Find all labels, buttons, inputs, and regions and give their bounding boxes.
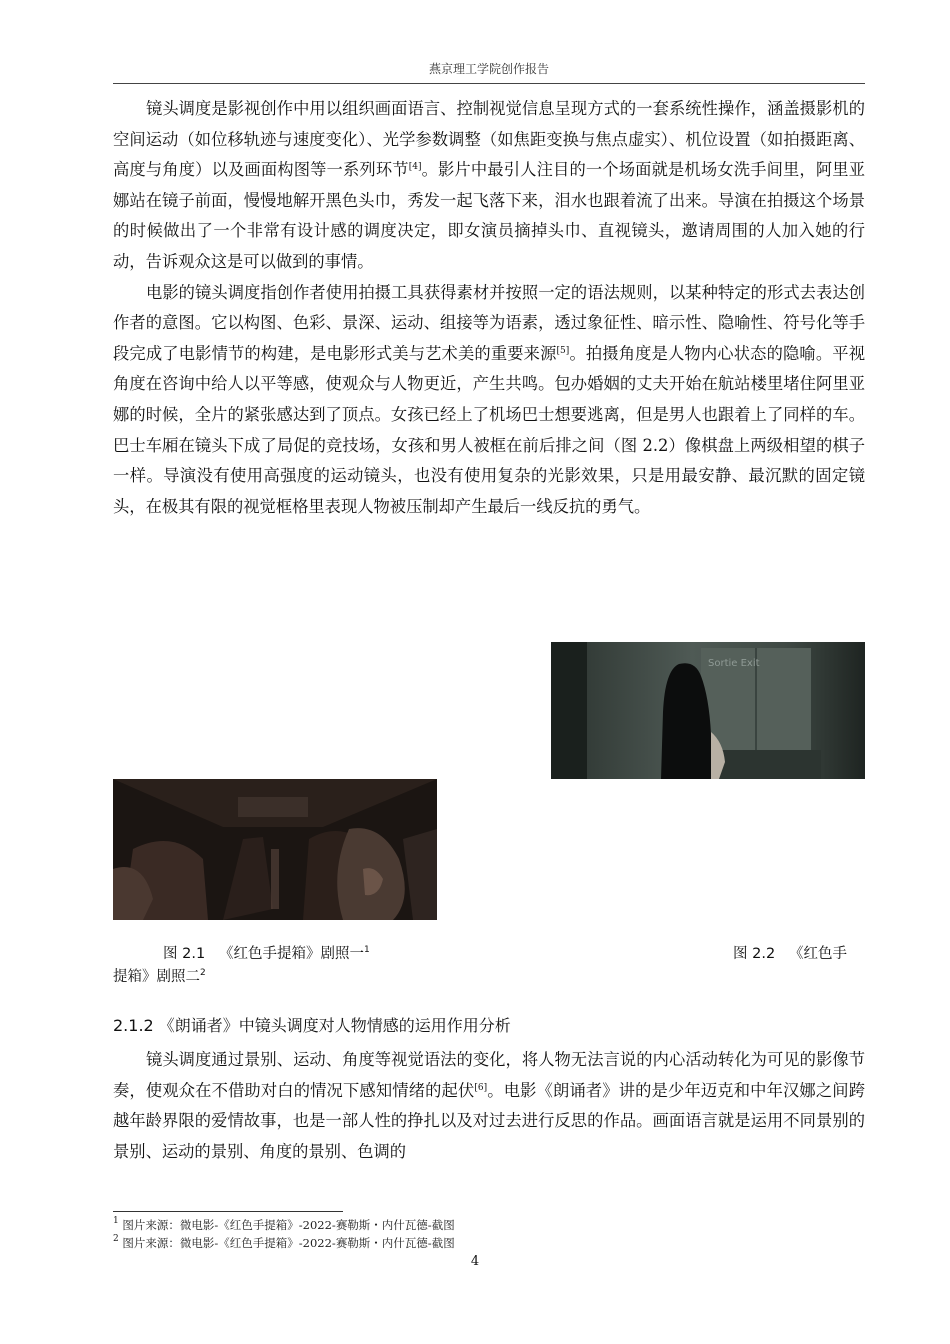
citation-5: [5]	[556, 345, 570, 356]
footnote-2: $^2$ 图片来源：微电影-《红色手提箱》-2022-赛勒斯・内什瓦德-截图	[113, 1234, 455, 1250]
header-rule	[113, 83, 865, 84]
paragraph-2: 电影的镜头调度指创作者使用拍摄工具获得素材并按照一定的语法规则，以某种特定的形式去表达创作者的意图。它以构图、色彩、景深、运动、组接等为语素，透过象征性、暗示性、隐喻性、符号化等手段完成了电影情节的构建，是电影形式美与艺术美的重要来源[5]。拍摄角度是人物内心状态的隐喻。平视角度在咨询中给人以平等感，使观众与人物更近，产生共鸣。包办婚姻的丈夫开始在航站楼里堵住阿里亚娜的时候，全片的紧张感达到了顶点。女孩已经上了机场巴士想要逃离，但是男人也跟着上了同样的车。巴士车厢在镜头下成了局促的竞技场，女孩和男人被框在前后排之间（图 2.2）像棋盘上两级相望的棋子一样。导演没有使用高强度的运动镜头，也没有使用复杂的光影效果，只是用最安静、最沉默的固定镜头，在极其有限的视觉框格里表现人物被压制却产生最后一线反抗的勇气。	[113, 282, 865, 516]
citation-4: [4]	[408, 162, 422, 173]
figure-2-2-label: 图 2.2	[733, 946, 776, 962]
figure-2-1-photo	[113, 779, 437, 920]
footnote-1: $^1$ 图片来源：微电影-《红色手提箱》-2022-赛勒斯・内什瓦德-截图	[113, 1216, 455, 1232]
body-section-top	[113, 94, 865, 522]
citation-6: [6]	[474, 1082, 488, 1093]
footnote-rule	[113, 1211, 343, 1212]
svg-text:Sortie Exit: Sortie Exit	[708, 658, 760, 669]
figure-2-2-caption	[733, 942, 847, 963]
footnote-mark-2: 2	[200, 968, 206, 978]
figure-2-1-label: 图 2.1	[163, 946, 206, 962]
figure-2-2-title-line2: 提箱》剧照二	[113, 969, 200, 985]
bus-interior-image	[113, 779, 437, 920]
figure-2-2-title-line1: 《红色手	[789, 946, 847, 962]
section-heading: 2.1.2 《朗诵者》中镜头调度对人物情感的运用作用分析	[113, 1016, 511, 1035]
page-header: 燕京理工学院创作报告	[428, 62, 549, 76]
body-section-bottom	[113, 1045, 865, 1167]
figure-2-2-photo	[551, 642, 865, 779]
figure-2-1-caption	[163, 942, 370, 963]
paragraph-1: 镜头调度是影视创作中用以组织画面语言、控制视觉信息呈现方式的一套系统性操作，涵盖摄影机的空间运动（如位移轨迹与速度变化）、光学参数调整（如焦距变换与焦点虚实）、机位设置（如拍摄距离、高度与角度）以及画面构图等一系列环节[4]。影片中最引人注目的一个场面就是机场女洗手间里，阿里亚娜站在镜子前面，慢慢地解开黑色头巾，秀发一起飞落下来，泪水也跟着流了出来。导演在拍摄这个场景的时候做出了一个非常有设计感的调度决定，即女演员摘掉头巾、直视镜头，邀请周围的人加入她的行动，告诉观众这是可以做到的事情。	[113, 99, 865, 271]
footnote-mark-1: 1	[364, 945, 370, 955]
paragraph-3: 镜头调度通过景别、运动、角度等视觉语法的变化，将人物无法言说的内心活动转化为可见的影像节奏，使观众在不借助对白的情况下感知情绪的起伏[6]。电影《朗诵者》讲的是少年迈克和中年汉娜之间跨越年龄界限的爱情故事，也是一部人性的挣扎以及对过去进行反思的作品。画面语言就是运用不同景别的景别、运动的景别、角度的景别、色调的	[113, 1050, 865, 1161]
page-number: 4	[470, 1254, 480, 1269]
figure-2-2-caption-continued	[113, 965, 206, 986]
figure-2-1-title: 《红色手提箱》剧照一	[219, 946, 364, 962]
hijab-corridor-image	[551, 642, 865, 779]
